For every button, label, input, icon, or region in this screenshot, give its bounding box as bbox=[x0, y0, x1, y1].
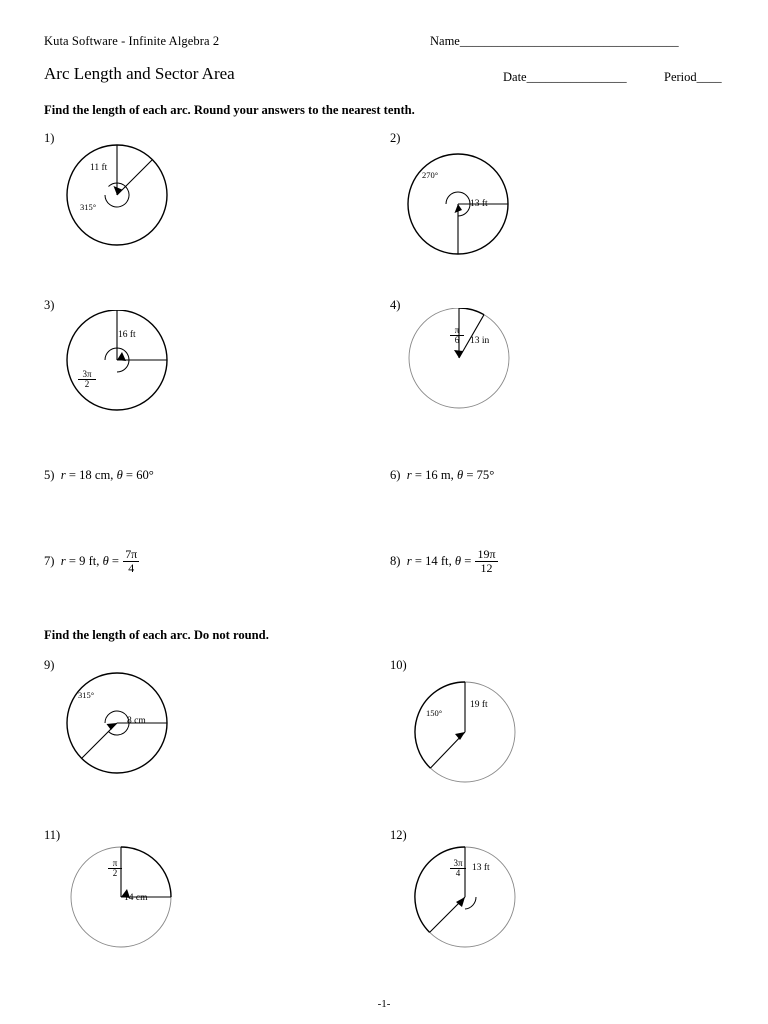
problem-number-7: 7) bbox=[44, 553, 55, 568]
r-symbol-6: r bbox=[406, 468, 412, 482]
angle-label-10: 150° bbox=[426, 708, 443, 718]
problem-number-1: 1) bbox=[44, 131, 55, 145]
r-value-5: 18 cm bbox=[79, 468, 111, 482]
diagram-2 bbox=[404, 152, 524, 262]
name-field-label[interactable]: Name___________________________________ bbox=[430, 34, 679, 48]
theta-symbol-6: θ bbox=[456, 468, 464, 482]
problem-number-4: 4) bbox=[390, 298, 401, 312]
equals-5a: = bbox=[68, 468, 76, 482]
theta-value-5: 60° bbox=[136, 468, 154, 482]
angle-label-9: 315° bbox=[78, 690, 95, 700]
radius-label-9: 8 cm bbox=[127, 716, 146, 726]
theta-value-6: 75° bbox=[476, 468, 495, 482]
angle-label-2: 270° bbox=[422, 170, 439, 180]
radius-label-2: 13 ft bbox=[470, 199, 488, 209]
problem-number-6: 6) bbox=[390, 468, 401, 482]
comma-8: , bbox=[448, 553, 452, 568]
radius-label-1: 11 ft bbox=[90, 163, 108, 173]
r-symbol-5: r bbox=[60, 468, 66, 482]
angle-label-12: $\frac{3\pi}{4}$ bbox=[450, 859, 466, 879]
date-field-label[interactable]: Date________________ bbox=[503, 70, 627, 84]
diagram-11 bbox=[66, 845, 186, 955]
page-title: Arc Length and Sector Area bbox=[44, 64, 235, 83]
diagram-4 bbox=[404, 308, 524, 418]
equals-8a: = bbox=[414, 553, 422, 568]
radius-label-4: 13 in bbox=[470, 336, 490, 346]
radius-label-12: 13 ft bbox=[472, 863, 490, 873]
r-value-6: 16 m bbox=[425, 468, 451, 482]
r-symbol-8: r bbox=[406, 553, 412, 568]
r-symbol-7: r bbox=[60, 553, 66, 568]
software-title: Kuta Software - Infinite Algebra 2 bbox=[44, 34, 220, 48]
theta-symbol-8: θ bbox=[454, 553, 462, 568]
equals-7b: = bbox=[111, 553, 120, 568]
problem-6 bbox=[390, 468, 494, 483]
equals-7a: = bbox=[68, 553, 76, 568]
angle-label-11: $\frac{\pi}{2}$ bbox=[108, 859, 122, 879]
instruction-first: Find the length of each arc. Round your answers to the nearest tenth. bbox=[44, 103, 415, 117]
problem-number-8: 8) bbox=[390, 553, 401, 568]
problem-number-10: 10) bbox=[390, 658, 407, 672]
radius-label-11: 14 cm bbox=[124, 893, 148, 903]
comma-5: , bbox=[110, 468, 114, 482]
problem-7 bbox=[44, 548, 140, 574]
theta-fraction-7: $\frac{7\pi}{4}$ bbox=[125, 547, 138, 575]
problem-number-3: 3) bbox=[44, 298, 55, 312]
angle-label-3: $\frac{3\pi}{2}$ bbox=[78, 370, 96, 390]
theta-symbol-5: θ bbox=[116, 468, 123, 482]
diagram-9 bbox=[62, 668, 182, 780]
diagram-1 bbox=[62, 140, 182, 260]
angle-label-4: $\frac{\pi}{6}$ bbox=[450, 326, 464, 346]
problem-number-2: 2) bbox=[390, 131, 401, 145]
r-value-7: 9 ft bbox=[79, 553, 97, 568]
diagram-3 bbox=[62, 310, 182, 420]
equals-8b: = bbox=[464, 553, 472, 568]
problem-number-12: 12) bbox=[390, 828, 407, 842]
theta-fraction-8: $\frac{19\pi}{12}$ bbox=[477, 547, 496, 575]
comma-7: , bbox=[96, 553, 100, 568]
radius-label-3: 16 ft bbox=[118, 330, 136, 340]
diagram-10 bbox=[410, 680, 530, 792]
period-field-label[interactable]: Period____ bbox=[664, 70, 722, 84]
comma-6: , bbox=[450, 468, 454, 482]
diagram-12 bbox=[410, 845, 530, 955]
problem-8 bbox=[390, 548, 499, 574]
theta-symbol-7: θ bbox=[102, 553, 109, 568]
problem-number-9: 9) bbox=[44, 658, 55, 672]
radius-label-10: 19 ft bbox=[470, 700, 488, 710]
page-footer: -1- bbox=[377, 998, 391, 1010]
problem-number-11: 11) bbox=[44, 828, 61, 842]
angle-label-1: 315° bbox=[80, 202, 97, 212]
problem-5 bbox=[44, 468, 154, 483]
instruction-second: Find the length of each arc. Do not round. bbox=[44, 628, 269, 642]
equals-6b: = bbox=[466, 468, 474, 482]
equals-5b: = bbox=[125, 468, 134, 482]
equals-6a: = bbox=[414, 468, 422, 482]
r-value-8: 14 ft bbox=[425, 553, 449, 568]
problem-number-5: 5) bbox=[44, 468, 55, 482]
